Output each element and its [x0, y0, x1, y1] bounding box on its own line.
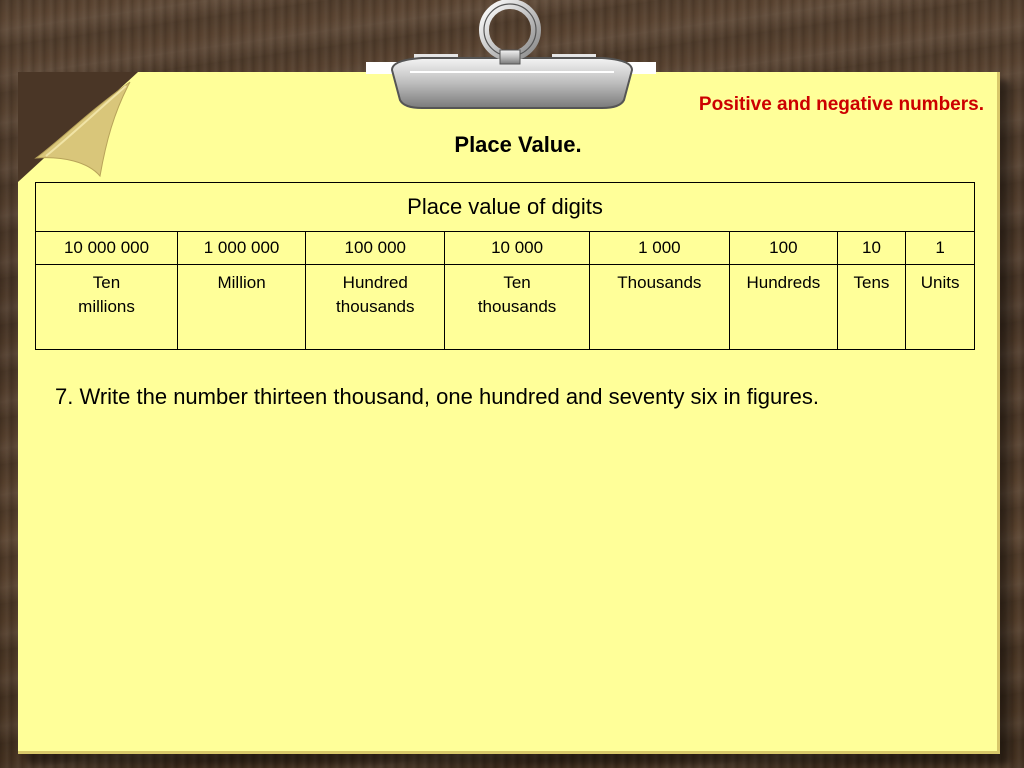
value-cell: 10 — [837, 232, 906, 265]
subject-label: Positive and negative numbers. — [698, 94, 984, 115]
question-text: 7. Write the number thirteen thousand, one hundred and seventy six in figures. — [55, 384, 819, 409]
name-cell: Hundred thousands — [306, 265, 445, 350]
table-row-values — [36, 232, 975, 265]
name-cell: Million — [178, 265, 306, 350]
name-cell: Hundreds — [730, 265, 838, 350]
name-cell: Ten millions — [36, 265, 178, 350]
value-cell: 100 — [730, 232, 838, 265]
page-title: Place Value. — [454, 132, 582, 157]
clipboard-clip-icon — [362, 0, 662, 120]
value-cell: 1 000 000 — [178, 232, 306, 265]
value-cell: 10 000 — [445, 232, 589, 265]
place-value-table — [35, 182, 975, 350]
paper-sheet — [18, 72, 1000, 754]
name-cell: Thousands — [589, 265, 729, 350]
name-cell: Ten thousands — [445, 265, 589, 350]
value-cell: 1 — [906, 232, 975, 265]
table-heading: Place value of digits — [36, 183, 975, 232]
value-cell: 10 000 000 — [36, 232, 178, 265]
table-row-names — [36, 265, 975, 350]
name-cell: Units — [906, 265, 975, 350]
value-cell: 1 000 — [589, 232, 729, 265]
name-cell: Tens — [837, 265, 906, 350]
value-cell: 100 000 — [306, 232, 445, 265]
